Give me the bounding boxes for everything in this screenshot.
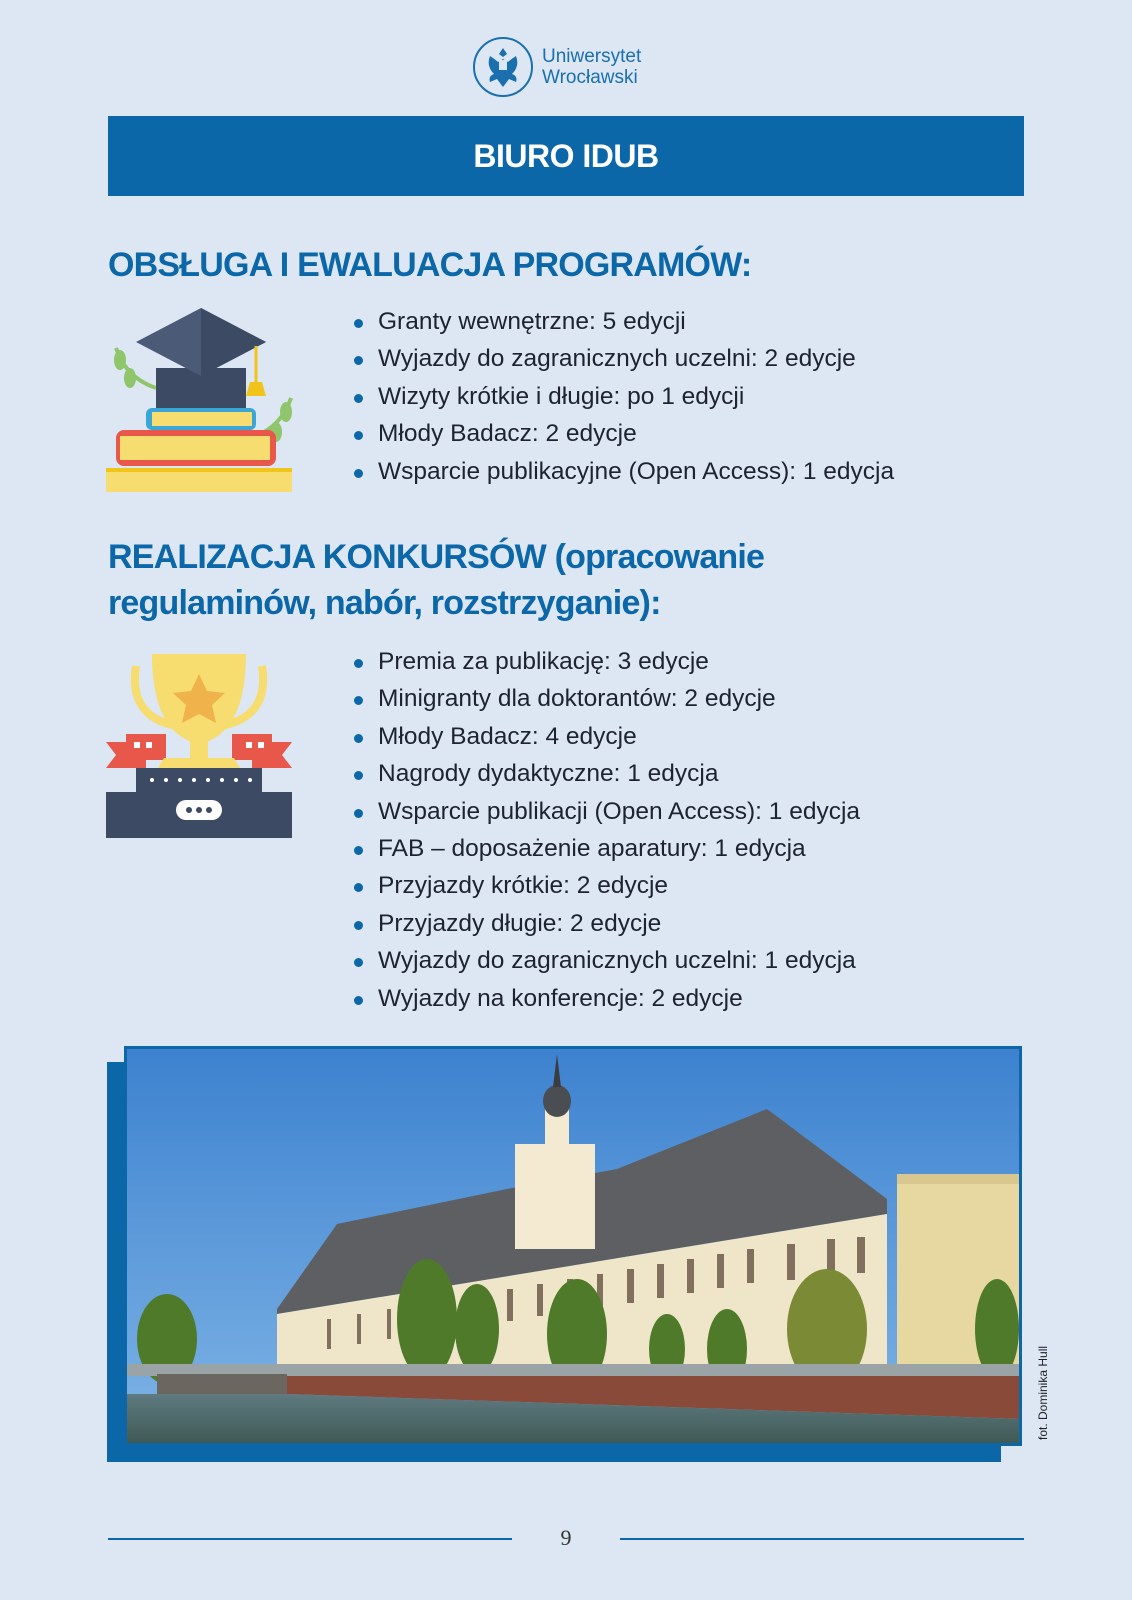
list-item: Wsparcie publikacyjne (Open Access): 1 edycja <box>352 453 894 490</box>
list-item: Młody Badacz: 2 edycje <box>352 415 894 452</box>
list-item: Wyjazdy do zagranicznych uczelni: 1 edycja <box>352 942 860 979</box>
logo-line-2: Wrocławski <box>542 67 638 88</box>
university-logo <box>472 36 641 98</box>
list-item: Granty wewnętrzne: 5 edycji <box>352 303 894 340</box>
banner-title: BIURO IDUB <box>473 137 659 174</box>
heading-line-2: regulaminów, nabór, rozstrzyganie): <box>108 584 661 622</box>
list-item: Wizyty krótkie i długie: po 1 edycji <box>352 378 894 415</box>
list-item: Wyjazdy na konferencje: 2 edycje <box>352 980 860 1017</box>
footer-divider-right <box>620 1538 1024 1540</box>
list-item: Przyjazdy krótkie: 2 edycje <box>352 867 860 904</box>
logo-line-1: Uniwersytet <box>542 46 642 67</box>
building-illustration <box>127 1049 1019 1443</box>
graduation-cap-books-icon <box>106 308 296 492</box>
eagle-crest-icon <box>472 36 534 98</box>
section-heading-programs: OBSŁUGA I EWALUACJA PROGRAMÓW: <box>108 246 752 284</box>
office-banner <box>108 116 1024 196</box>
trophy-icon <box>106 652 292 838</box>
university-building-photo <box>124 1046 1022 1446</box>
list-item: Premia za publikację: 3 edycje <box>352 643 860 680</box>
list-item: Minigranty dla doktorantów: 2 edycje <box>352 680 860 717</box>
list-item: Wsparcie publikacji (Open Access): 1 edycja <box>352 793 860 830</box>
footer-divider-left <box>108 1538 512 1540</box>
page-number: 9 <box>560 1525 572 1550</box>
heading-line-1: REALIZACJA KONKURSÓW (opracowanie <box>108 538 765 576</box>
list-item: Przyjazdy długie: 2 edycje <box>352 905 860 942</box>
programs-list <box>352 303 894 490</box>
section-heading-competitions <box>108 534 764 626</box>
list-item: Młody Badacz: 4 edycje <box>352 718 860 755</box>
list-item: Nagrody dydaktyczne: 1 edycja <box>352 755 860 792</box>
competitions-list <box>352 643 860 1017</box>
photo-credit: fot. Dominika Hull <box>1036 1345 1050 1440</box>
list-item: FAB – doposażenie aparatury: 1 edycja <box>352 830 860 867</box>
list-item: Wyjazdy do zagranicznych uczelni: 2 edycje <box>352 340 894 377</box>
